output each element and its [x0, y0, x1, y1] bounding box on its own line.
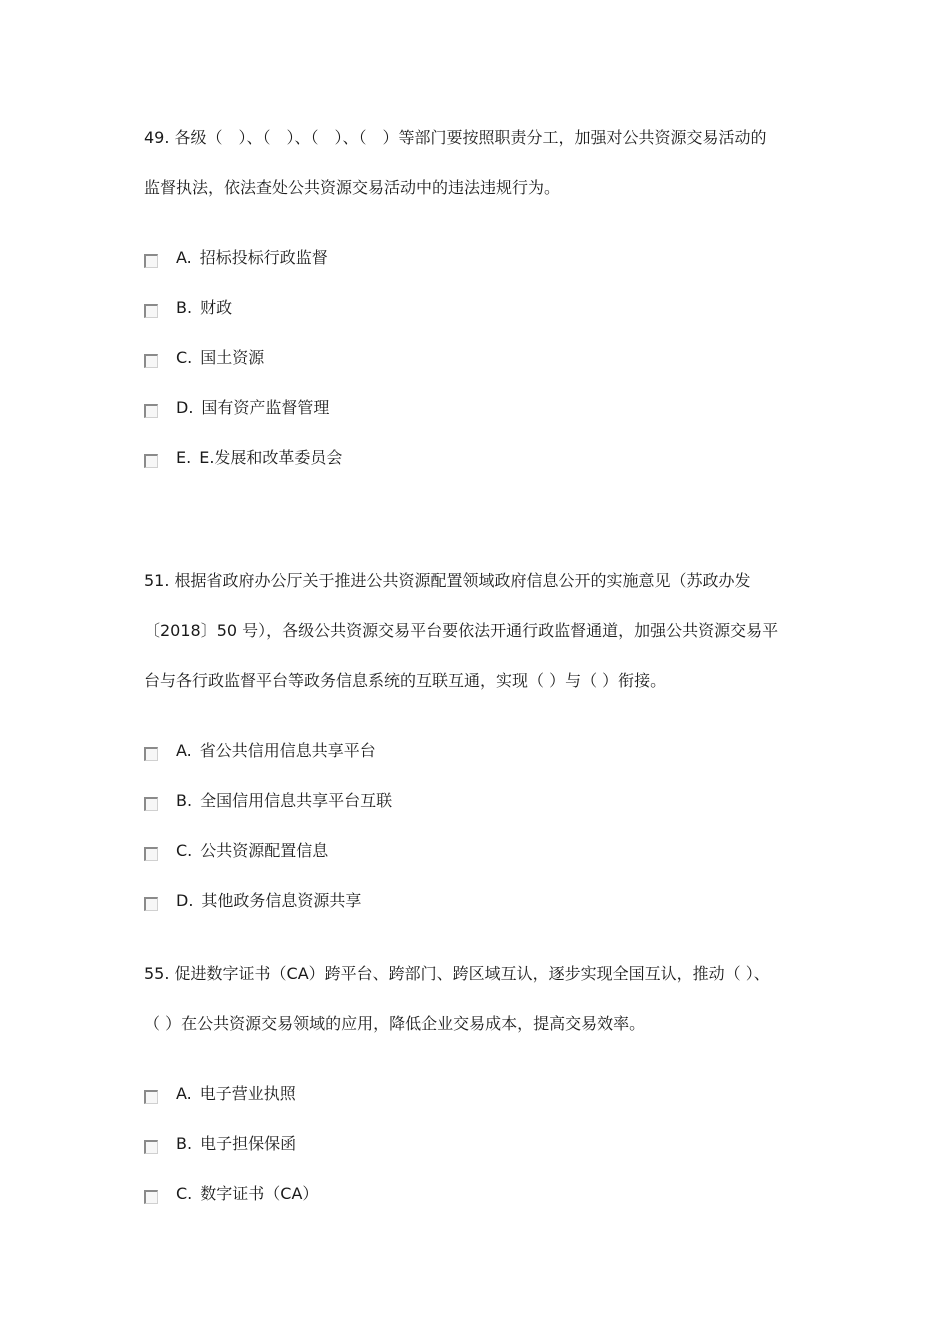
option-label: D. 其他政务信息资源共享 [176, 890, 362, 910]
option-label: E. E.发展和改革委员会 [176, 447, 343, 467]
option-label: D. 国有资产监督管理 [176, 397, 330, 417]
option-e[interactable] [144, 431, 812, 481]
question-49 [144, 113, 812, 481]
question-line: 台与各行政监督平台等政务信息系统的互联互通，实现（ ）与（ ）衔接。 [144, 671, 667, 690]
option-label: A. 省公共信用信息共享平台 [176, 740, 376, 760]
option-label: C. 公共资源配置信息 [176, 840, 329, 860]
question-line: 49. 各级（ ）、（ ）、（ ）、（ ）等部门要按照职责分工，加强对公共资源交易活动的 [144, 128, 767, 147]
question-line: 〔2018〕50 号），各级公共资源交易平台要依法开通行政监督通道，加强公共资源交易平 [144, 621, 779, 640]
option-list [144, 724, 812, 924]
option-label: A. 电子营业执照 [176, 1083, 296, 1103]
question-line: （ ）在公共资源交易领域的应用，降低企业交易成本，提高交易效率。 [144, 1014, 646, 1033]
option-c[interactable] [144, 1167, 812, 1217]
option-list [144, 231, 812, 481]
checkbox[interactable] [144, 1190, 158, 1204]
checkbox[interactable] [144, 897, 158, 911]
option-label: B. 电子担保保函 [176, 1133, 297, 1153]
option-a[interactable] [144, 231, 812, 281]
option-d[interactable] [144, 874, 812, 924]
option-c[interactable] [144, 331, 812, 381]
checkbox[interactable] [144, 1090, 158, 1104]
option-b[interactable] [144, 281, 812, 331]
option-label: C. 国土资源 [176, 347, 265, 367]
question-line: 监督执法，依法查处公共资源交易活动中的违法违规行为。 [144, 178, 561, 197]
option-label: A. 招标投标行政监督 [176, 247, 328, 267]
option-list [144, 1067, 812, 1217]
checkbox[interactable] [144, 1140, 158, 1154]
checkbox[interactable] [144, 747, 158, 761]
checkbox[interactable] [144, 454, 158, 468]
checkbox[interactable] [144, 254, 158, 268]
question-line: 51. 根据省政府办公厅关于推进公共资源配置领域政府信息公开的实施意见（苏政办发 [144, 571, 751, 590]
question-text [144, 949, 812, 1049]
question-51 [144, 556, 812, 924]
option-a[interactable] [144, 724, 812, 774]
option-label: C. 数字证书（CA） [176, 1183, 319, 1203]
option-b[interactable] [144, 774, 812, 824]
option-b[interactable] [144, 1117, 812, 1167]
option-label: B. 全国信用信息共享平台互联 [176, 790, 393, 810]
option-a[interactable] [144, 1067, 812, 1117]
option-c[interactable] [144, 824, 812, 874]
question-text [144, 113, 812, 213]
option-label: B. 财政 [176, 297, 233, 317]
question-55 [144, 949, 812, 1217]
question-text [144, 556, 812, 706]
checkbox[interactable] [144, 847, 158, 861]
question-line: 55. 促进数字证书（CA）跨平台、跨部门、跨区域互认，逐步实现全国互认，推动（ ）、 [144, 964, 770, 983]
checkbox[interactable] [144, 404, 158, 418]
checkbox[interactable] [144, 354, 158, 368]
checkbox[interactable] [144, 797, 158, 811]
option-d[interactable] [144, 381, 812, 431]
checkbox[interactable] [144, 304, 158, 318]
